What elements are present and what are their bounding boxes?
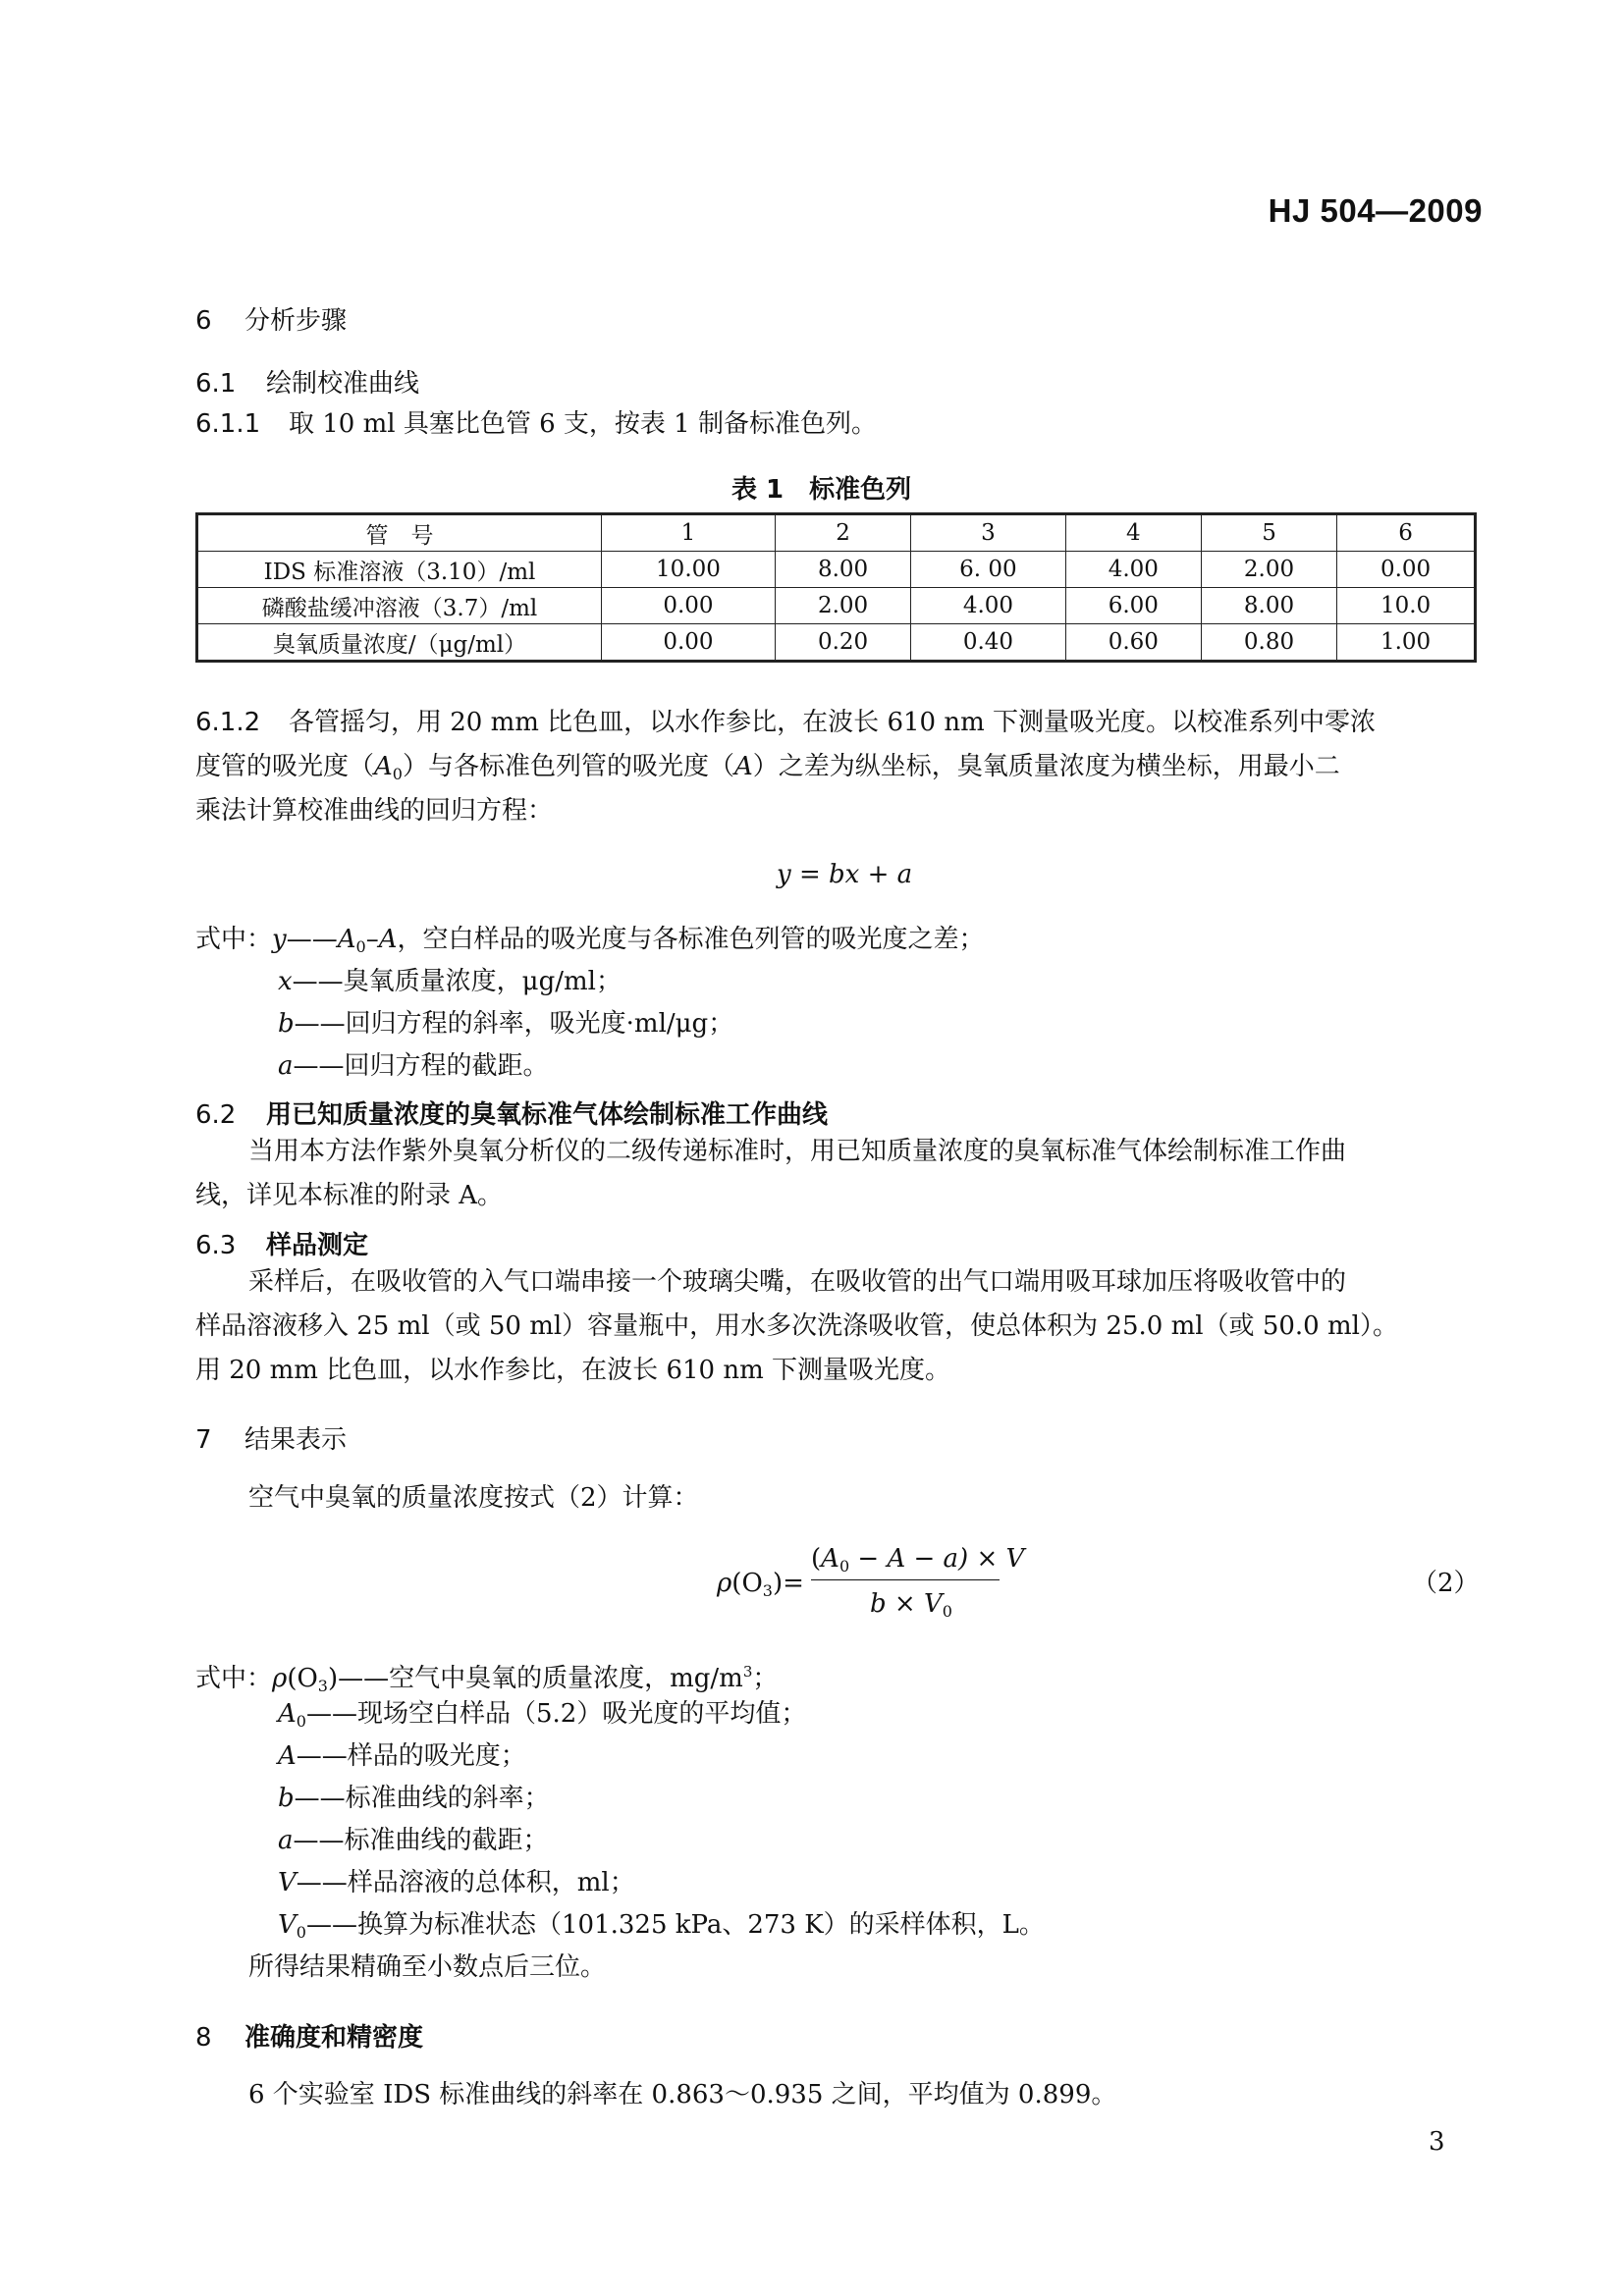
math-var: − A − a) × V xyxy=(849,1544,1025,1574)
equation-label: （2） xyxy=(1412,1569,1480,1598)
section-6-1-heading xyxy=(195,363,419,400)
math-op: = xyxy=(790,860,830,889)
math-var: b xyxy=(278,1009,295,1039)
subscript: 0 xyxy=(942,1602,952,1621)
section-number: 6 xyxy=(195,306,212,336)
math-op: – xyxy=(365,925,379,954)
where-lead: 式中： xyxy=(195,925,273,954)
text-run: ——回归方程的截距。 xyxy=(293,1051,549,1081)
math-var: A xyxy=(821,1544,839,1574)
math-var: ρ xyxy=(272,1664,288,1693)
para-8: 6 个实验室 IDS 标准曲线的斜率在 0.863～0.935 之间，平均值为 0.899。 xyxy=(248,2080,1117,2109)
subscript: 0 xyxy=(355,937,366,956)
table-cell: 4.00 xyxy=(1065,552,1201,588)
text-run: ——臭氧质量浓度，μg/ml； xyxy=(292,967,622,996)
text-run: ； xyxy=(752,1664,779,1693)
section-title: 样品测定 xyxy=(266,1231,369,1260)
equation-ozone-numerator xyxy=(811,1537,1024,1588)
text-run: ——样品的吸光度； xyxy=(296,1741,526,1771)
section-6-3-heading xyxy=(195,1225,368,1261)
math-var: y xyxy=(777,860,791,889)
text-run: ）与各标准色列管的吸光度（ xyxy=(402,752,734,781)
math-var: b × V xyxy=(870,1589,943,1619)
where-lead: 式中： xyxy=(195,1664,273,1693)
para-6-3-line1: 采样后，在吸收管的入气口端串接一个玻璃尖嘴，在吸收管的出气口端用吸耳球加压将吸收管中的 xyxy=(248,1267,1347,1297)
text-run: ——标准曲线的斜率； xyxy=(294,1784,550,1813)
table-cell: 0.60 xyxy=(1065,624,1201,662)
table-cell: 1.00 xyxy=(1337,624,1476,662)
section-number: 6.2 xyxy=(195,1100,237,1130)
table-cell: 臭氧质量浓度/（μg/ml） xyxy=(197,624,602,662)
para-6-1-1 xyxy=(195,402,877,447)
math-var: ρ xyxy=(717,1569,732,1598)
where-x xyxy=(278,960,622,1004)
math-var: V xyxy=(278,1868,297,1897)
math-var: y xyxy=(272,925,287,954)
table-cell: 2 xyxy=(775,514,910,552)
para-6-3-line2: 样品溶液移入 25 ml（或 50 ml）容量瓶中，用水多次洗涤吸收管，使总体积为 25.0 ml（或 50.0 ml）。 xyxy=(195,1311,1398,1341)
where-b xyxy=(278,1002,733,1046)
math-var: b xyxy=(278,1784,295,1813)
standard-id: HJ 504—2009 xyxy=(1268,192,1483,229)
standard-series-table xyxy=(195,512,1477,663)
table-cell: 6. 00 xyxy=(911,552,1066,588)
para-text: 取 10 ml 具塞比色管 6 支，按表 1 制备标准色列。 xyxy=(289,409,877,439)
where-b2 xyxy=(278,1777,550,1821)
text-run: ——样品溶液的总体积，ml； xyxy=(296,1868,635,1897)
para-6-3-line3: 用 20 mm 比色皿，以水作参比，在波长 610 nm 下测量吸光度。 xyxy=(195,1356,951,1385)
table-cell: 0.80 xyxy=(1201,624,1336,662)
section-7-heading xyxy=(195,1419,347,1456)
table-cell: 1 xyxy=(602,514,776,552)
table-row xyxy=(197,588,1476,624)
math-var: A xyxy=(278,1699,297,1729)
subscript: 3 xyxy=(762,1581,773,1600)
table-cell: 磷酸盐缓冲溶液（3.7）/ml xyxy=(197,588,602,624)
section-title: 用已知质量浓度的臭氧标准气体绘制标准工作曲线 xyxy=(266,1100,829,1130)
text-run: ——标准曲线的截距； xyxy=(293,1826,549,1855)
para-6-2-line1: 当用本方法作紫外臭氧分析仪的二级传递标准时，用已知质量浓度的臭氧标准气体绘制标准工作曲 xyxy=(248,1137,1347,1166)
text-run: )——空气中臭氧的质量浓度，mg/m xyxy=(327,1664,743,1693)
table-cell: 4 xyxy=(1065,514,1201,552)
text-run: (O xyxy=(287,1664,318,1693)
math-text: (O xyxy=(731,1569,763,1598)
text-run: ——现场空白样品（5.2）吸光度的平均值； xyxy=(305,1699,807,1729)
math-var: a xyxy=(896,860,913,889)
math-var: A xyxy=(734,752,753,781)
superscript: 3 xyxy=(742,1663,753,1681)
math-var: bx xyxy=(829,860,860,889)
precision-note: 所得结果精确至小数点后三位。 xyxy=(248,1952,607,1982)
subscript: 0 xyxy=(296,1712,306,1731)
text-run: ——换算为标准状态（101.325 kPa、273 K）的采样体积，L。 xyxy=(305,1910,1045,1940)
math-var: a xyxy=(278,1826,294,1855)
section-number: 6.1.1 xyxy=(195,409,261,439)
table-cell: 4.00 xyxy=(911,588,1066,624)
table-cell: 5 xyxy=(1201,514,1336,552)
subscript: 0 xyxy=(839,1557,850,1575)
page-number: 3 xyxy=(1429,2127,1445,2157)
table-cell: 0.00 xyxy=(602,588,776,624)
math-var: A xyxy=(278,1741,297,1771)
section-number: 6.1 xyxy=(195,369,237,399)
table-cell: 10.0 xyxy=(1337,588,1476,624)
text-run: ）之差为纵坐标，臭氧质量浓度为横坐标，用最小二 xyxy=(752,752,1340,781)
table-cell: 6 xyxy=(1337,514,1476,552)
table-row xyxy=(197,552,1476,588)
math-var: A xyxy=(374,752,393,781)
para-6-2-line2: 线，详见本标准的附录 A。 xyxy=(195,1181,504,1210)
section-number: 6.3 xyxy=(195,1231,237,1260)
where-V xyxy=(278,1861,635,1905)
text-run: 度管的吸光度（ xyxy=(195,752,375,781)
table-cell: 3 xyxy=(911,514,1066,552)
math-var: V xyxy=(278,1910,297,1940)
section-title: 分析步骤 xyxy=(244,306,348,336)
section-title: 准确度和精密度 xyxy=(244,2023,424,2053)
section-number: 8 xyxy=(195,2023,212,2053)
subscript: 3 xyxy=(317,1677,328,1695)
where-a xyxy=(278,1044,549,1089)
table-cell: 8.00 xyxy=(1201,588,1336,624)
table-cell: 10.00 xyxy=(602,552,776,588)
para-6-1-2-line1 xyxy=(195,701,1376,745)
math-var: a xyxy=(278,1051,294,1081)
section-title: 绘制校准曲线 xyxy=(266,369,420,399)
table-header-row xyxy=(197,514,1476,552)
math-op: + xyxy=(859,860,897,889)
table-cell: 2.00 xyxy=(775,588,910,624)
text-run: —— xyxy=(286,925,338,954)
para-text: 各管摇匀，用 20 mm 比色皿，以水作参比，在波长 610 nm 下测量吸光度。以校准系列中零浓 xyxy=(289,708,1377,737)
table-cell: 0.40 xyxy=(911,624,1066,662)
section-title: 结果表示 xyxy=(244,1425,348,1455)
table-cell: 6.00 xyxy=(1065,588,1201,624)
math-var: A xyxy=(337,925,356,954)
table-cell: 0.00 xyxy=(1337,552,1476,588)
where-A xyxy=(278,1735,526,1779)
math-var: x xyxy=(278,967,293,996)
where-a2 xyxy=(278,1819,549,1863)
math-text: )= xyxy=(772,1569,804,1598)
table-cell: 2.00 xyxy=(1201,552,1336,588)
subscript: 0 xyxy=(296,1923,306,1942)
table-cell: 管 号 xyxy=(197,514,602,552)
section-number: 7 xyxy=(195,1425,212,1455)
section-6-2-heading xyxy=(195,1095,828,1131)
section-8-heading xyxy=(195,2017,423,2054)
table-cell: 0.00 xyxy=(602,624,776,662)
table-cell: 8.00 xyxy=(775,552,910,588)
subscript: 0 xyxy=(392,765,403,783)
para-6-1-2-line3: 乘法计算校准曲线的回归方程： xyxy=(195,796,554,826)
math-text: ( xyxy=(811,1544,822,1574)
table-title: 表 1 标准色列 xyxy=(731,475,912,505)
math-var: A xyxy=(378,925,398,954)
section-6-heading xyxy=(195,300,347,337)
text-run: ，空白样品的吸光度与各标准色列管的吸光度之差； xyxy=(397,925,985,954)
table-row xyxy=(197,624,1476,662)
equation-ozone-lhs xyxy=(717,1562,804,1613)
para-7-intro: 空气中臭氧的质量浓度按式（2）计算： xyxy=(248,1483,699,1513)
equation-ozone-denominator xyxy=(870,1582,952,1633)
equation-regression xyxy=(777,853,912,897)
section-number: 6.1.2 xyxy=(195,708,261,737)
table-cell: IDS 标准溶液（3.10）/ml xyxy=(197,552,602,588)
table-cell: 0.20 xyxy=(775,624,910,662)
text-run: ——回归方程的斜率，吸光度·ml/μg； xyxy=(294,1009,734,1039)
